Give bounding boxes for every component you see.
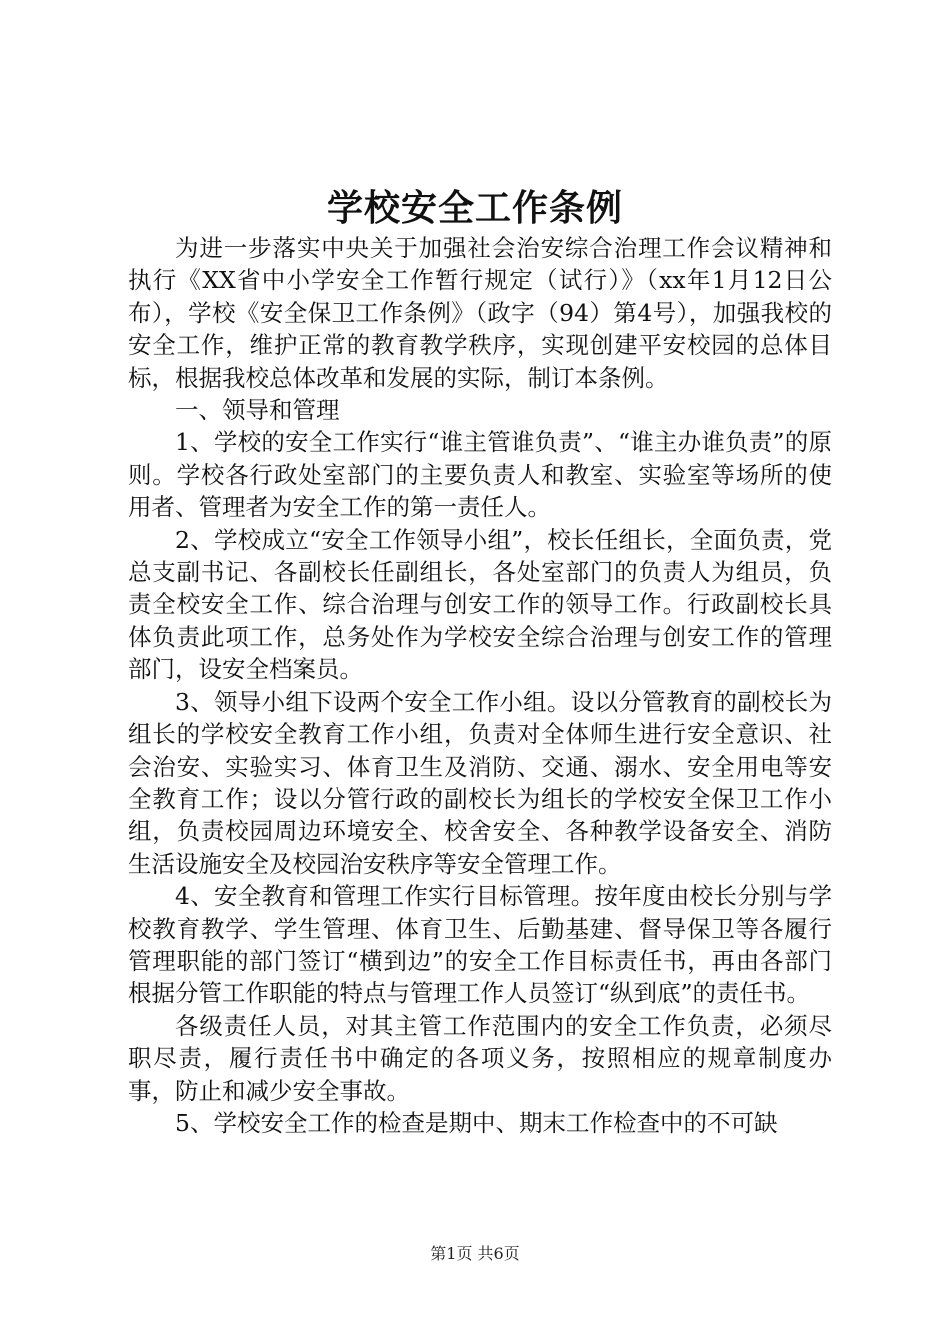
- section-heading-leadership: 一、领导和管理: [175, 396, 340, 425]
- paragraph-item-1: 1、学校的安全工作实行“谁主管谁负责”、“谁主办谁负责”的原则。学校各行政处室部门的主要负责人和教室、实验室等场所的使用者、管理者为安全工作的第一责任人。: [128, 428, 832, 522]
- paragraph-item-3: 3、领导小组下设两个安全工作小组。设以分管教育的副校长为组长的学校安全教育工作小组，负责对全体师生进行安全意识、社会治安、实验实习、体育卫生及消防、交通、溺水、安全用电等安全教育工作；设以分管行政的副校长为组长的学校安全保卫工作小组，负责校园周边环境安全、校舍安全、各种教学设备安全、消防生活设施安全及校园治安秩序等安全管理工作。: [128, 687, 832, 878]
- paragraph-item-2: 2、学校成立“安全工作领导小组”，校长任组长，全面负责，党总支副书记、各副校长任副组长，各处室部门的负责人为组员，负责全校安全工作、综合治理与创安工作的领导工作。行政副校长具体负责此项工作，总务处作为学校安全综合治理与创安工作的管理部门，设安全档案员。: [128, 525, 832, 684]
- paragraph-item-5: 5、学校安全工作的检查是期中、期末工作检查中的不可缺: [175, 1108, 778, 1137]
- paragraph-item-4: 4、安全教育和管理工作实行目标管理。按年度由校长分别与学校教育教学、学生管理、体育卫生、后勤基建、督导保卫等各履行管理职能的部门签订“横到边”的安全工作目标责任书，再由各部门根据分管工作职能的特点与管理工作人员签订“纵到底”的责任书。: [128, 882, 832, 1008]
- paragraph-intro: 为进一步落实中央关于加强社会治安综合治理工作会议精神和执行《XX省中小学安全工作暂行规定（试行）》（xx年1月12日公布），学校《安全保卫工作条例》（政字（94）第4号），加强我校的安全工作，维护正常的教育教学秩序，实现创建平安校园的总体目标，根据我校总体改革和发展的实际，制订本条例。: [128, 234, 832, 392]
- paragraph-responsibility: 各级责任人员，对其主管工作范围内的安全工作负责，必须尽职尽责，履行责任书中确定的各项义务，按照相应的规章制度办事，防止和减少安全事故。: [128, 1011, 832, 1105]
- document-body: [128, 232, 832, 1139]
- page-number-footer: 第1页 共6页: [430, 1244, 520, 1263]
- document-title: 学校安全工作条例: [326, 187, 623, 229]
